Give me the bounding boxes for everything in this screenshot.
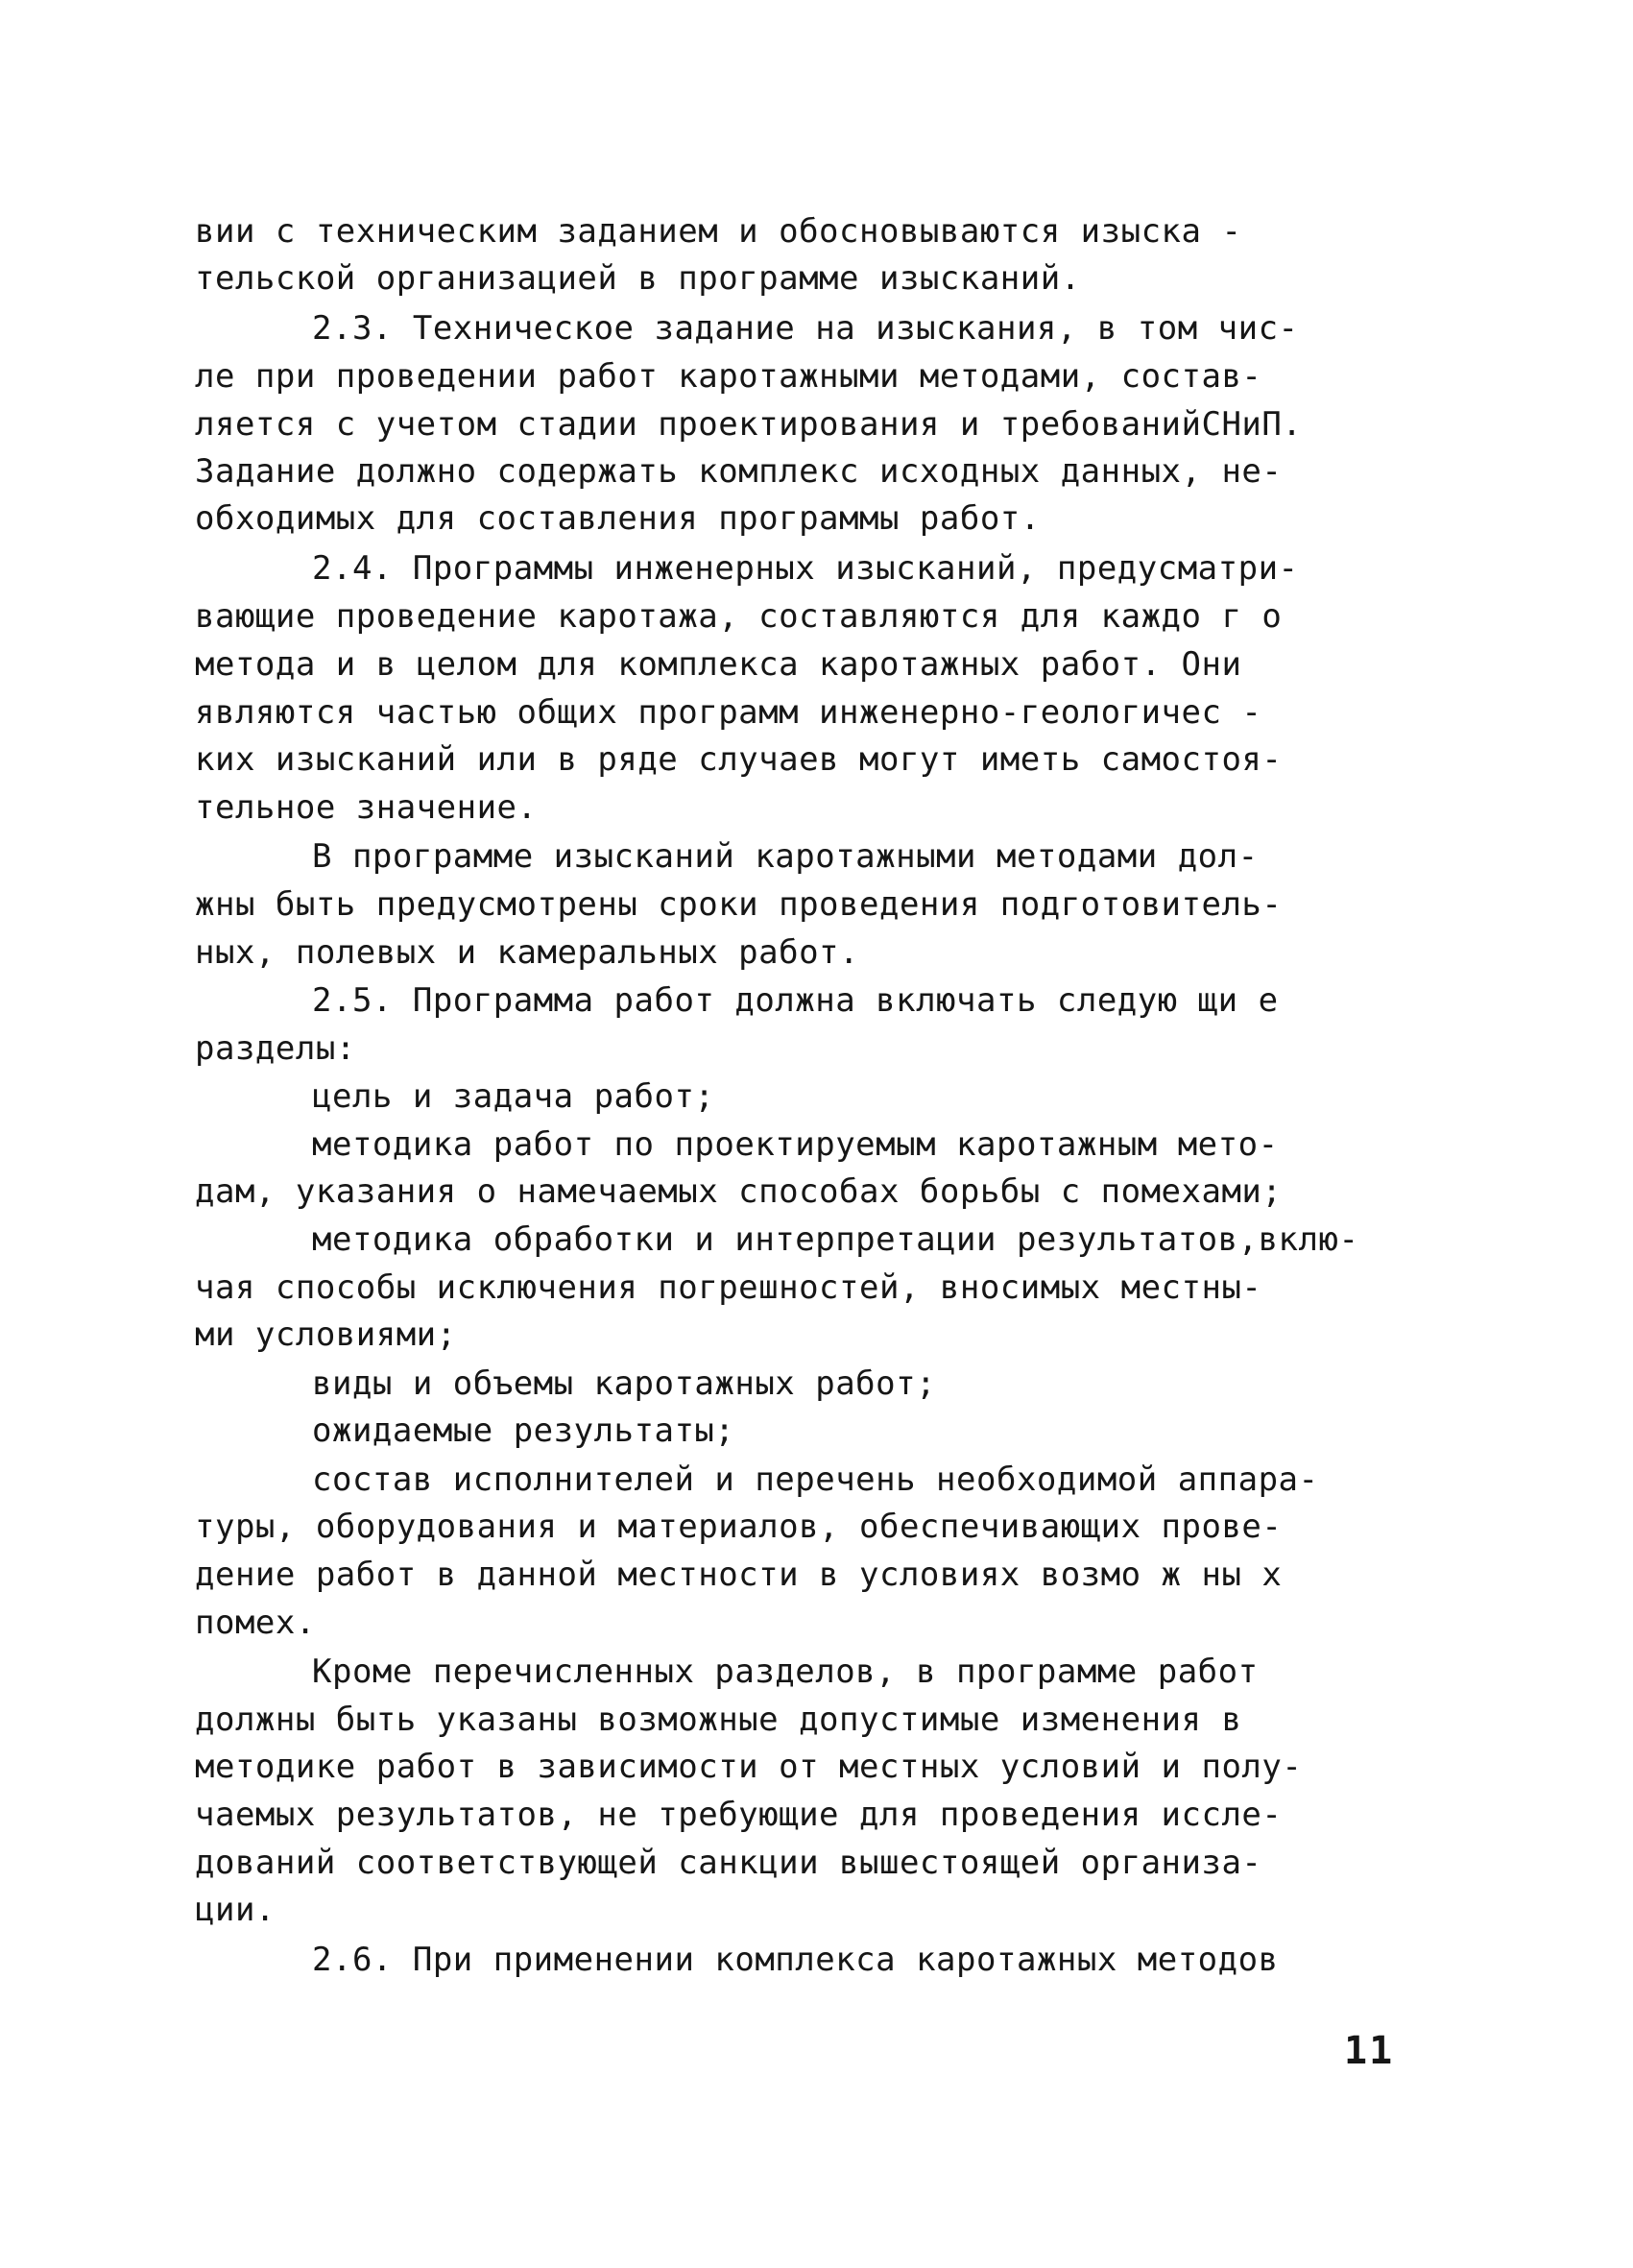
text-line: вии с техническим заданием и обосновываются изыска -	[195, 212, 1242, 251]
text-line: Задание должно содержать комплекс исходных данных, не-	[195, 452, 1283, 491]
text-line: чаемых результатов, не требующие для проведения иссле-	[195, 1796, 1283, 1834]
text-line: разделы:	[195, 1029, 356, 1068]
text-line: дам, указания о намечаемых способах борьбы с помехами;	[195, 1172, 1283, 1211]
text-line: тельное значение.	[195, 788, 538, 827]
text-line: Кроме перечисленных разделов, в программе работ	[312, 1653, 1259, 1691]
text-line: 2.4. Программы инженерных изысканий, предусматри-	[312, 549, 1299, 588]
text-line: методика обработки и интерпретации результатов,вклю-	[312, 1220, 1359, 1259]
text-line: цель и задача работ;	[312, 1077, 715, 1116]
text-line: являются частью общих программ инженерно-геологичес -	[195, 693, 1262, 732]
text-line: ожидаемые результаты;	[312, 1411, 735, 1450]
text-line: туры, оборудования и материалов, обеспечивающих прове-	[195, 1508, 1283, 1546]
text-line: ляется с учетом стадии проектирования и требованийСНиП.	[195, 405, 1303, 444]
text-line: виды и объемы каротажных работ;	[312, 1364, 937, 1403]
text-line: вающие проведение каротажа, составляются для каждо г о	[195, 597, 1283, 636]
text-line: дение работ в данной местности в условиях возмо ж ны х	[195, 1556, 1283, 1594]
text-line: 2.3. Техническое задание на изыскания, в том чис-	[312, 309, 1299, 348]
text-line: методика работ по проектируемым каротажным мето-	[312, 1125, 1279, 1164]
text-line: жны быть предусмотрены сроки проведения подготовитель-	[195, 885, 1283, 924]
text-line: ких изысканий или в ряде случаев могут иметь самостоя-	[195, 740, 1283, 779]
text-line: обходимых для составления программы работ.	[195, 499, 1041, 538]
text-line: дований соответствующей санкции вышестоящей организа-	[195, 1844, 1262, 1882]
text-line: ми условиями;	[195, 1315, 457, 1354]
text-line: ных, полевых и камеральных работ.	[195, 933, 860, 972]
text-line: должны быть указаны возможные допустимые изменения в	[195, 1701, 1242, 1739]
text-line: методике работ в зависимости от местных условий и полу-	[195, 1748, 1303, 1786]
text-line: ции.	[195, 1891, 276, 1929]
text-line: В программе изысканий каротажными методами дол-	[312, 837, 1259, 876]
text-line: метода и в целом для комплекса каротажных работ. Они	[195, 645, 1242, 684]
page-number: 11	[1344, 2029, 1395, 2073]
text-line: состав исполнителей и перечень необходимой аппара-	[312, 1460, 1319, 1499]
text-line: 2.5. Программа работ должна включать следую щи е	[312, 981, 1279, 1020]
text-line: тельской организацией в программе изысканий.	[195, 259, 1081, 298]
text-line: 2.6. При применении комплекса каротажных методов	[312, 1941, 1279, 1979]
text-line: чая способы исключения погрешностей, вносимых местны-	[195, 1268, 1262, 1307]
text-line: ле при проведении работ каротажными методами, состав-	[195, 357, 1262, 396]
text-line: помех.	[195, 1604, 316, 1642]
